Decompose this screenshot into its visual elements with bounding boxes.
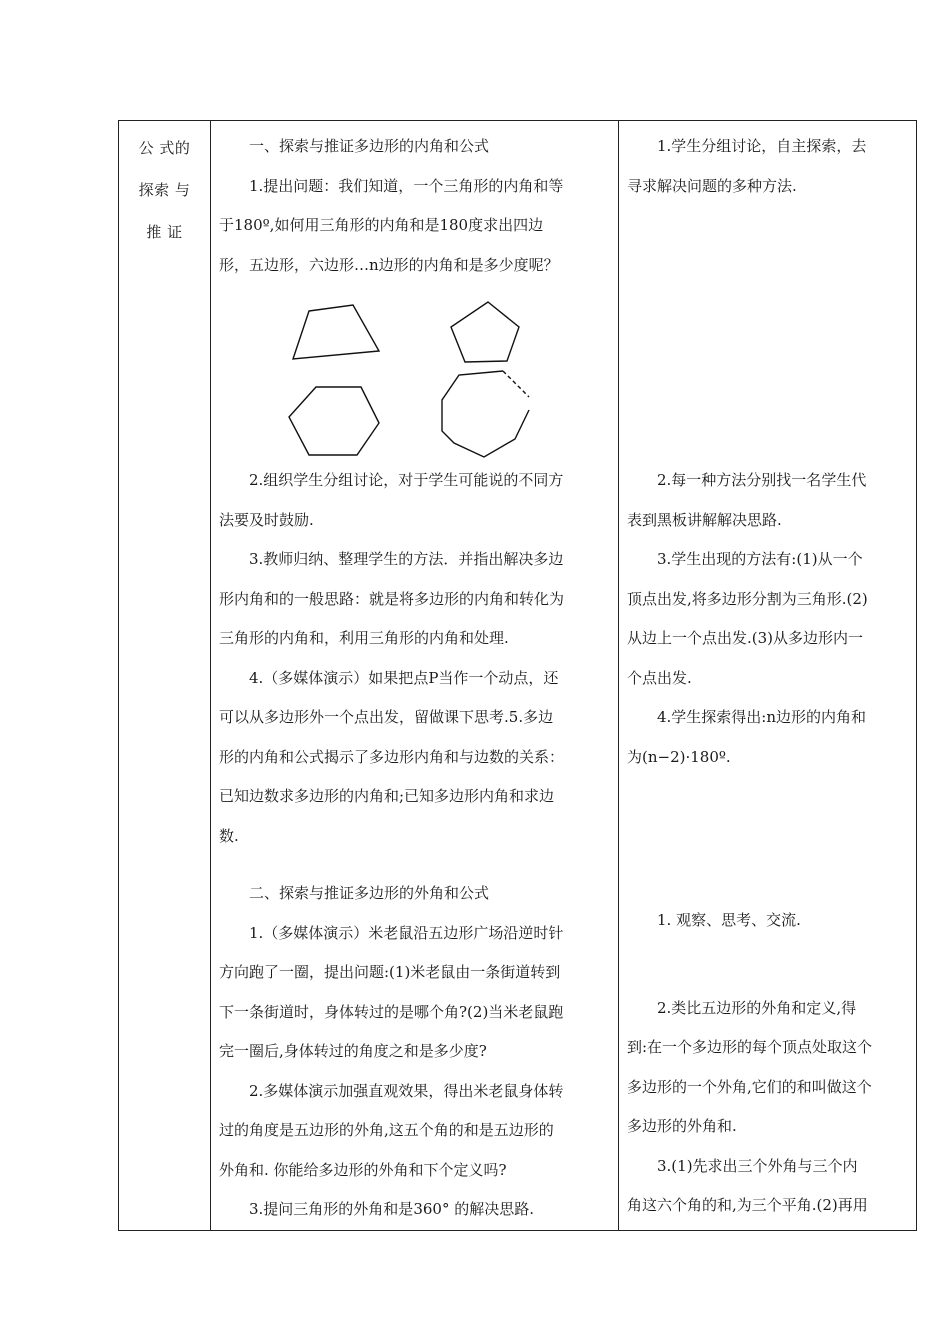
text-line: 3.提问三角形的外角和是360° 的解决思路.: [249, 1200, 534, 1218]
section-label-line: 推 证: [146, 223, 183, 241]
teacher-activity-cell: [211, 121, 619, 1231]
section-label-line: 探索 与: [138, 181, 191, 199]
text-line: 1.提出问题：我们知道，一个三角形的内角和等: [249, 176, 564, 195]
text-line: 从边上一个点出发.(3)从多边形内一: [627, 629, 864, 647]
text-line: 法要及时鼓励.: [219, 510, 314, 529]
text-line: 三角形的内角和，利用三角形的内角和处理.: [219, 629, 509, 647]
text-line: 为(n−2)·180º.: [627, 747, 731, 766]
student-activity-cell: [619, 121, 917, 1231]
polygons-svg: [219, 285, 619, 461]
pentagon-figure: [451, 302, 519, 362]
section-label-cell: [119, 121, 211, 1231]
text-line: 1.（多媒体演示）米老鼠沿五边形广场沿逆时针: [249, 923, 564, 942]
spacer: [627, 382, 906, 461]
hexagon-figure: [289, 387, 379, 455]
quadrilateral-figure: [293, 305, 379, 359]
text-line: 寻求解决问题的多种方法.: [627, 176, 797, 195]
text-line: 角这六个角的和,为三个平角.(2)再用: [627, 1196, 868, 1214]
text-line: 表到黑板讲解解决思路.: [627, 510, 782, 529]
text-line: 多边形的一个外角,它们的和叫做这个: [627, 1077, 872, 1096]
text-line: 方向跑了一圈，提出问题:(1)米老鼠由一条街道转到: [219, 963, 561, 981]
text-line: 外角和. 你能给多边形的外角和下个定义吗?: [219, 1160, 507, 1179]
text-line: 多边形的外角和.: [627, 1117, 737, 1135]
spacer: [627, 206, 906, 382]
section-label-line: 公 式的: [138, 139, 191, 157]
text-line: 2.每一种方法分别找一名学生代: [657, 471, 867, 489]
text-line: 3.教师归纳、整理学生的方法．并指出解决多边: [249, 550, 564, 568]
text-line: 形内角和的一般思路：就是将多边形的内角和转化为: [219, 589, 565, 608]
text-line: 4.（多媒体演示）如果把点P当作一个动点，还: [249, 668, 559, 687]
text-line: 4.学生探索得出:n边形的内角和: [657, 708, 867, 726]
text-line: 形，五边形，六边形…n边形的内角和是多少度呢？: [219, 255, 559, 274]
lesson-table: [118, 120, 917, 1231]
text-line: 已知边数求多边形的内角和;已知多边形内角和求边: [219, 787, 555, 805]
text-line: 于180º,如何用三角形的内角和是180度求出四边: [219, 216, 544, 234]
table-row: [119, 121, 917, 1231]
text-line: 到:在一个多边形的每个顶点处取这个: [627, 1038, 873, 1056]
text-line: 过的角度是五边形的外角,这五个角的和是五边形的: [219, 1121, 554, 1139]
heptagon-figure: [442, 371, 529, 457]
section-heading: 二、探索与推证多边形的外角和公式: [249, 884, 490, 902]
section-heading: 一、探索与推证多边形的内角和公式: [249, 137, 490, 155]
spacer: [627, 777, 906, 901]
text-line: 2.类比五边形的外角和定义,得: [657, 998, 857, 1017]
polygon-figures: [219, 285, 608, 461]
text-line: 2.多媒体演示加强直观效果，得出米老鼠身体转: [249, 1081, 564, 1100]
text-line: 形的内角和公式揭示了多边形内角和与边数的关系：: [219, 747, 565, 766]
text-line: 2.组织学生分组讨论，对于学生可能说的不同方: [249, 471, 564, 489]
text-line: 完一圈后,身体转过的角度之和是多少度?: [219, 1042, 487, 1060]
text-line: 顶点出发,将多边形分割为三角形.(2): [627, 589, 868, 608]
text-line: 3.(1)先求出三个外角与三个内: [657, 1156, 858, 1175]
text-line: 数.: [219, 826, 239, 845]
text-line: 个点出发.: [627, 668, 692, 687]
text-line: 1.学生分组讨论，自主探索，去: [657, 137, 867, 155]
spacer: [219, 856, 608, 874]
text-line: 1. 观察、思考、交流.: [657, 911, 801, 929]
spacer: [627, 941, 906, 989]
text-line: 下一条街道时，身体转过的是哪个角?(2)当米老鼠跑: [219, 1002, 564, 1021]
text-line: 3.学生出现的方法有:(1)从一个: [657, 550, 863, 568]
text-line: 可以从多边形外一个点出发，留做课下思考.5.多边: [219, 708, 554, 726]
